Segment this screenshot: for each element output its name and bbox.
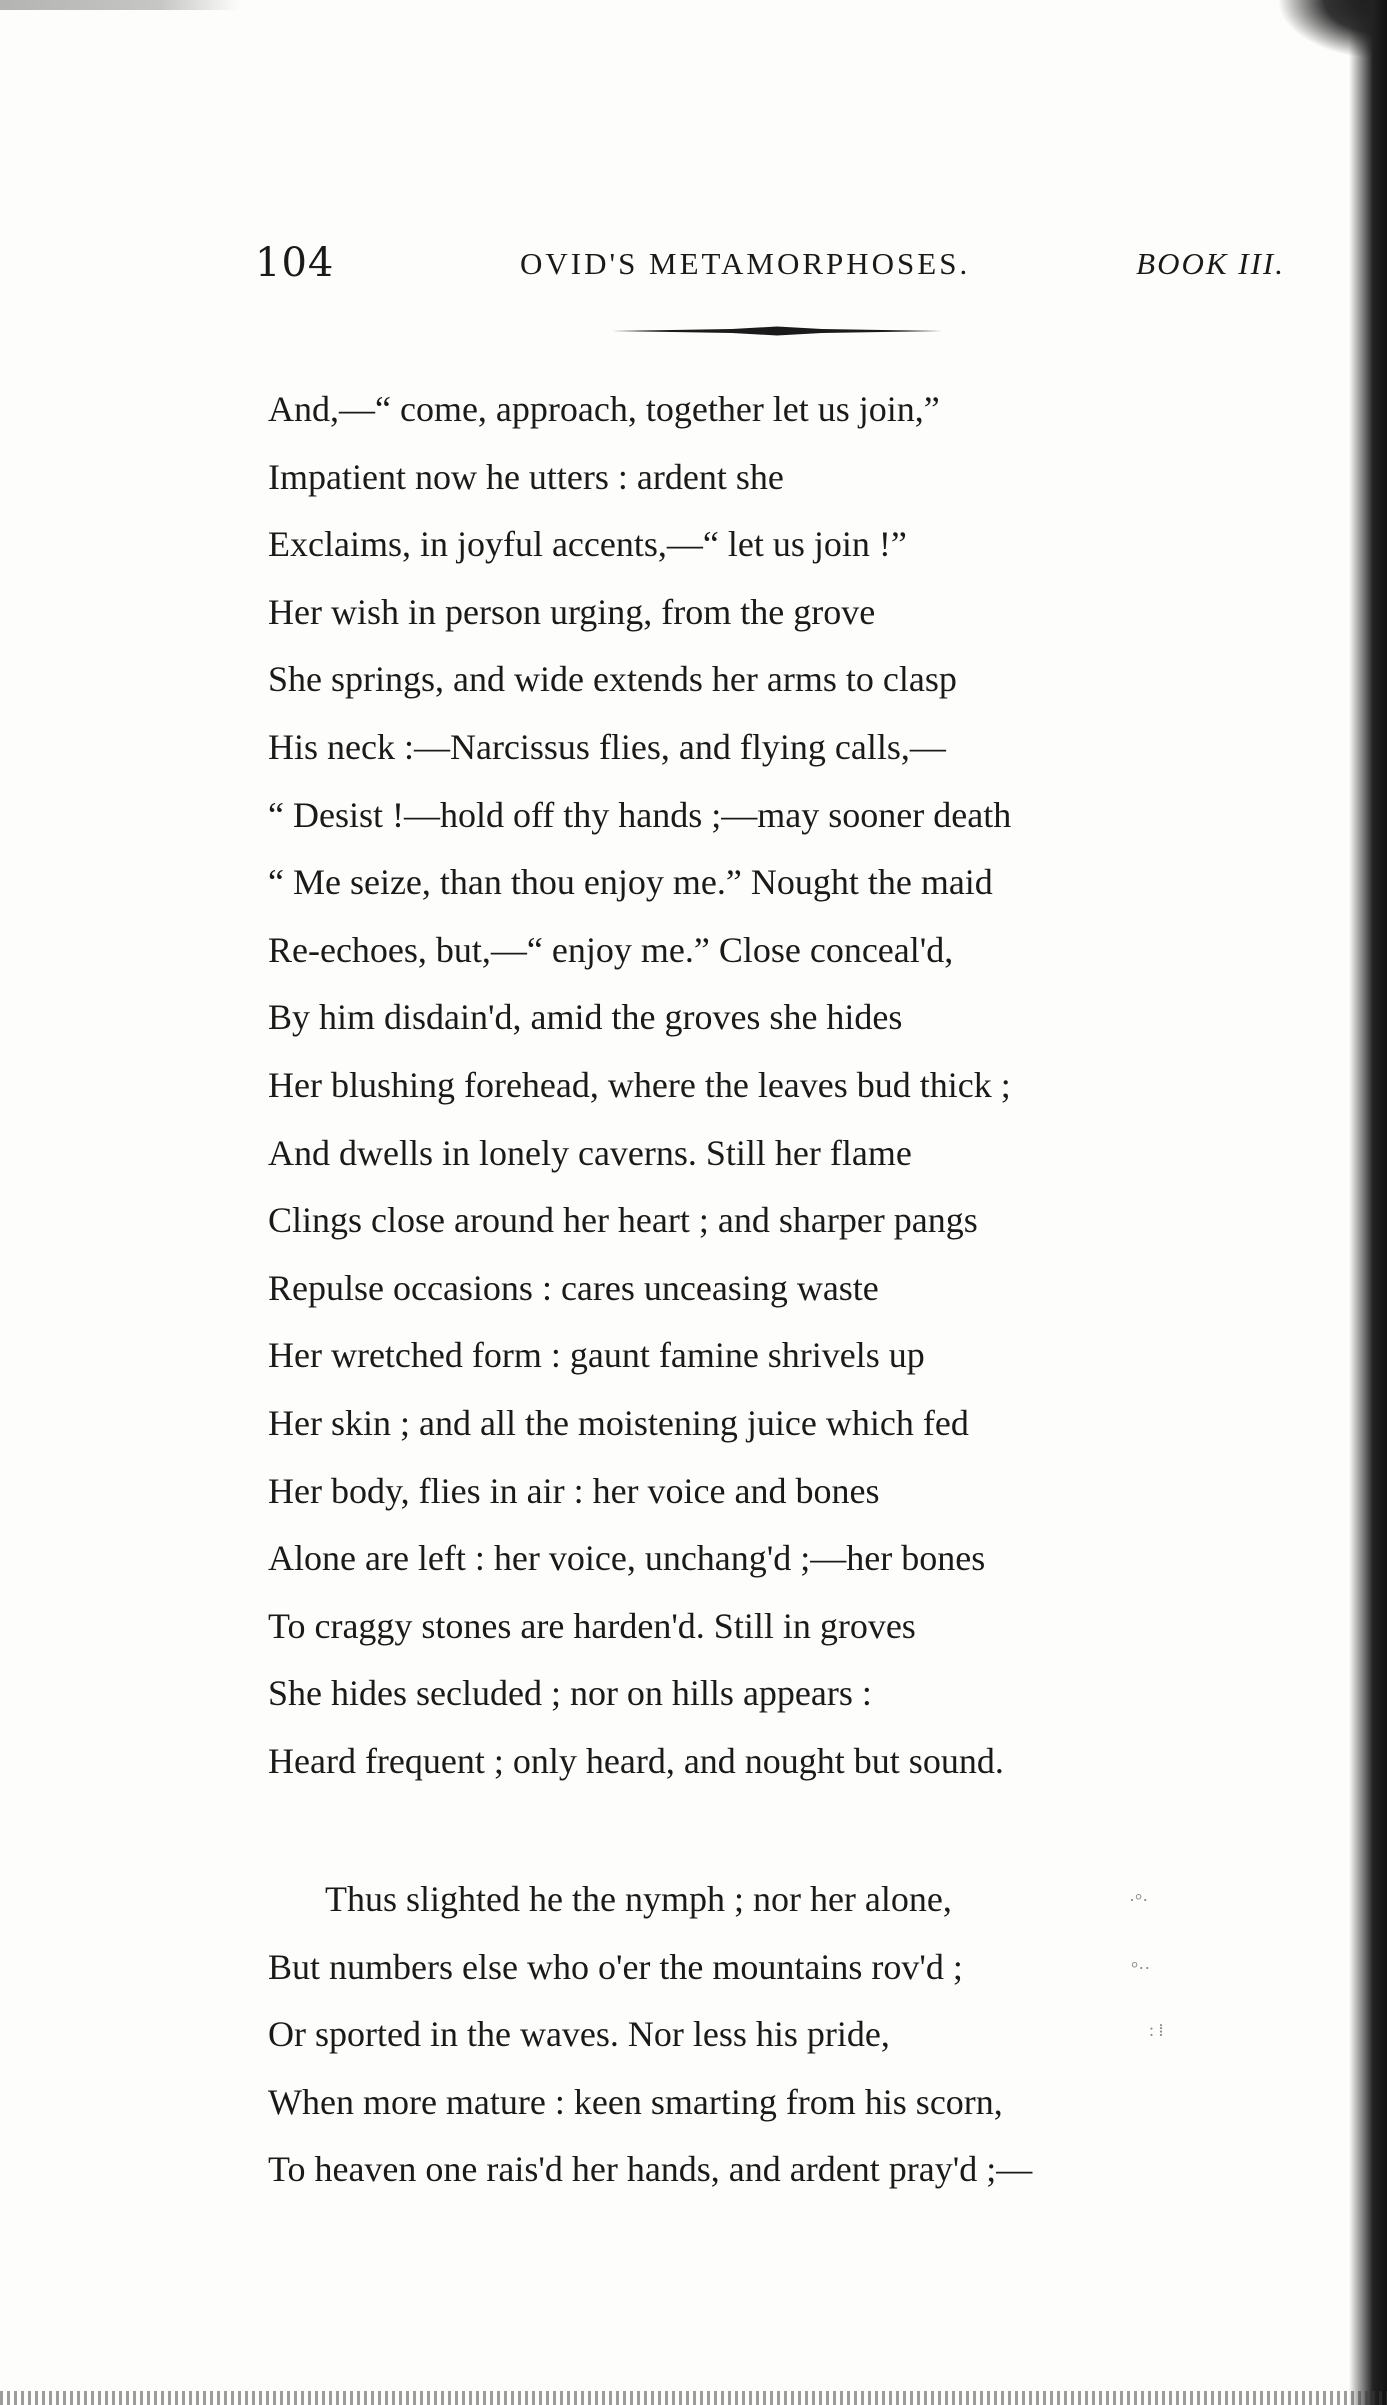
verse-line: And dwells in lonely caverns. Still her flame bbox=[268, 1132, 912, 1173]
verse-line: Thus slighted he the nymph ; nor her alone, bbox=[325, 1879, 952, 1919]
verse-line: Her body, flies in air : her voice and bones bbox=[268, 1470, 880, 1511]
verse-line: Her wretched form : gaunt famine shrivels up bbox=[268, 1335, 925, 1376]
verse-line: Heard frequent ; only heard, and nought but sound. bbox=[268, 1740, 1004, 1781]
ornamental-rule-icon bbox=[612, 326, 942, 336]
verse-line: She hides secluded ; nor on hills appears : bbox=[268, 1673, 872, 1714]
book-label: BOOK III. bbox=[1136, 246, 1285, 281]
verse-line: Or sported in the waves. Nor less his pride, bbox=[268, 2014, 890, 2055]
verse-line: And,—“ come, approach, together let us join,” bbox=[268, 389, 940, 429]
verse-line: To heaven one rais'd her hands, and ardent pray'd ;— bbox=[268, 2149, 1033, 2190]
verse-line: Re-echoes, but,—“ enjoy me.” Close conceal'd, bbox=[268, 929, 954, 970]
page-header bbox=[255, 240, 1285, 290]
verse-line: His neck :—Narcissus flies, and flying calls,— bbox=[268, 726, 946, 767]
verse-line: “ Desist !—hold off thy hands ;—may sooner death bbox=[268, 794, 1012, 835]
verse-line: By him disdain'd, amid the groves she hides bbox=[268, 997, 903, 1038]
smudge-icon: ·°· bbox=[1129, 1890, 1149, 1910]
verse-line: Clings close around her heart ; and sharper pangs bbox=[268, 1200, 978, 1241]
scan-right-edge bbox=[1347, 0, 1387, 2405]
verse-line: Impatient now he utters : ardent she bbox=[268, 456, 784, 497]
verse-line: When more mature : keen smarting from his scorn, bbox=[268, 2081, 1003, 2122]
verse-stanza-2 bbox=[268, 1866, 1032, 2204]
verse-line: Exclaims, in joyful accents,—“ let us join !” bbox=[268, 524, 907, 565]
smudge-icon: : ⁞ bbox=[1149, 2020, 1164, 2040]
verse-line: Alone are left : her voice, unchang'd ;—her bones bbox=[268, 1538, 986, 1579]
verse-line: Her wish in person urging, from the grove bbox=[268, 591, 876, 632]
scan-top-edge bbox=[0, 0, 1387, 10]
running-title: OVID'S METAMORPHOSES. bbox=[520, 246, 971, 281]
header-ornamental-rule bbox=[612, 326, 942, 336]
verse-line: To craggy stones are harden'd. Still in groves bbox=[268, 1605, 916, 1646]
verse-line: Her skin ; and all the moistening juice which fed bbox=[268, 1402, 969, 1443]
smudge-icon: °·· bbox=[1131, 1958, 1151, 1978]
verse-line: But numbers else who o'er the mountains rov'd ; bbox=[268, 1946, 963, 1987]
page-number: 104 bbox=[255, 240, 335, 286]
verse-stanza-1 bbox=[268, 376, 1011, 1795]
scan-bottom-edge bbox=[0, 2391, 1387, 2405]
verse-line: “ Me seize, than thou enjoy me.” Nought the maid bbox=[268, 862, 993, 903]
verse-line: Repulse occasions : cares unceasing waste bbox=[268, 1267, 879, 1308]
verse-line: Her blushing forehead, where the leaves bud thick ; bbox=[268, 1064, 1011, 1105]
faint-margin-marks bbox=[1125, 1880, 1185, 2110]
verse-line: She springs, and wide extends her arms to clasp bbox=[268, 659, 957, 700]
